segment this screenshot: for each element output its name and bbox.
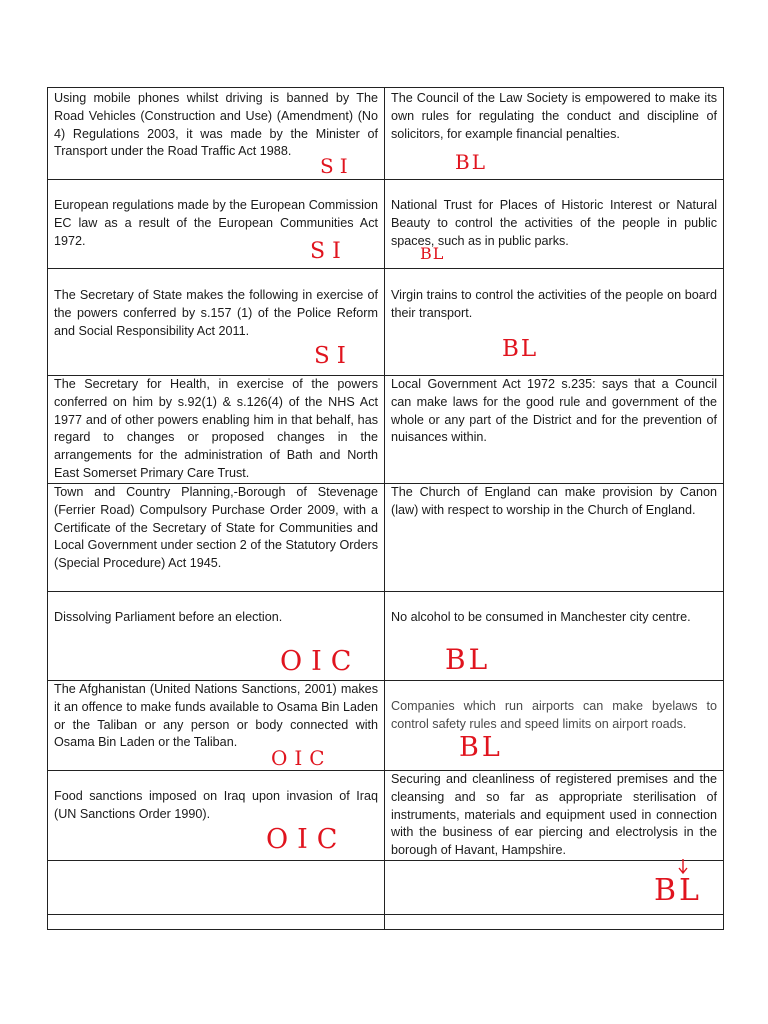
- row3-left-text: The Secretary of State makes the following in exercise of the powers conferred by s.157 (1) of the Police Reform and Social Responsibility Act 2011.: [54, 288, 378, 338]
- row3-right-text: Virgin trains to control the activities of the people on board their transport.: [391, 288, 717, 320]
- annotation-si: SI: [310, 239, 348, 264]
- row8-right-text: Securing and cleanliness of registered premises and the cleansing and so far as appropriate sterilisation of instruments, materials and equipment used in connection with the business of ear piercing and electrolysis in the borough of Havant, Hampshire.: [391, 772, 717, 858]
- annotation-bl: BL: [654, 873, 702, 908]
- row7-left-text: The Afghanistan (United Nations Sanctions, 2001) makes it an offence to make funds available to Osama Bin Laden or the Taliban or any person or body connected with Osama Bin Laden or the Taliban.: [54, 682, 378, 750]
- row5-left-text: Town and Country Planning,-Borough of Stevenage (Ferrier Road) Compulsory Purchase Order 2009, with a Certificate of the Secretary of State for Communities and Local Government under section 2 of the Statutory Orders (Special Procedure) Act 1945.: [54, 485, 378, 571]
- row-divider: [48, 179, 723, 180]
- row1-right-text: The Council of the Law Society is empowered to make its own rules for regulating the conduct and discipline of solicitors, for example financial penalties.: [391, 91, 717, 141]
- classification-table: [47, 87, 724, 930]
- annotation-bl: BL: [502, 336, 539, 362]
- row6-left-text: Dissolving Parliament before an election.: [54, 610, 283, 624]
- row7-right-text: Companies which run airports can make byelaws to control safety rules and speed limits on airport roads.: [391, 699, 717, 731]
- row-divider: [48, 914, 723, 915]
- annotation-bl: BL: [455, 150, 487, 174]
- row4-left-text: The Secretary for Health, in exercise of the powers conferred on him by s.92(1) & s.126(4) of the NHS Act 1977 and of other powers enabling him in that behalf, has regard to changes or proposed changes in the arrangements for the administration of Bath and North East Somerset Primary Care Trust.: [54, 377, 378, 480]
- annotation-bl: BL: [445, 643, 491, 676]
- row-divider: [48, 591, 723, 592]
- annotation-oic: OIC: [266, 824, 347, 855]
- row1-left-text: Using mobile phones whilst driving is banned by The Road Vehicles (Construction and Use) (Amendment) (No 4) Regulations 2003, it was made by the Minister of Transport under the Road Traffic Act 1988.: [54, 91, 378, 159]
- row-divider: [48, 860, 723, 861]
- annotation-oic: OIC: [271, 746, 332, 770]
- row6-right-text: No alcohol to be consumed in Manchester city centre.: [391, 610, 691, 624]
- annotation-oic: OIC: [280, 646, 361, 677]
- annotation-bl: BL: [420, 244, 445, 263]
- row4-right-text: Local Government Act 1972 s.235: says that a Council can make laws for the good rule and government of the whole or any part of the District and for the prevention of nuisances within.: [391, 377, 717, 445]
- annotation-si: SI: [320, 154, 354, 178]
- row-divider: [48, 268, 723, 269]
- annotation-si: SI: [314, 343, 353, 369]
- row2-left-text: European regulations made by the European Commission EC law as a result of the European Communities Act 1972.: [54, 198, 378, 248]
- row2-right-text: National Trust for Places of Historic Interest or Natural Beauty to control the activities of the people in public spaces, such as in public parks.: [391, 198, 717, 248]
- annotation-bl: BL: [459, 732, 503, 763]
- row5-right-text: The Church of England can make provision by Canon (law) with respect to worship in the Church of England.: [391, 485, 717, 517]
- row8-left-text: Food sanctions imposed on Iraq upon invasion of Iraq (UN Sanctions Order 1990).: [54, 789, 378, 821]
